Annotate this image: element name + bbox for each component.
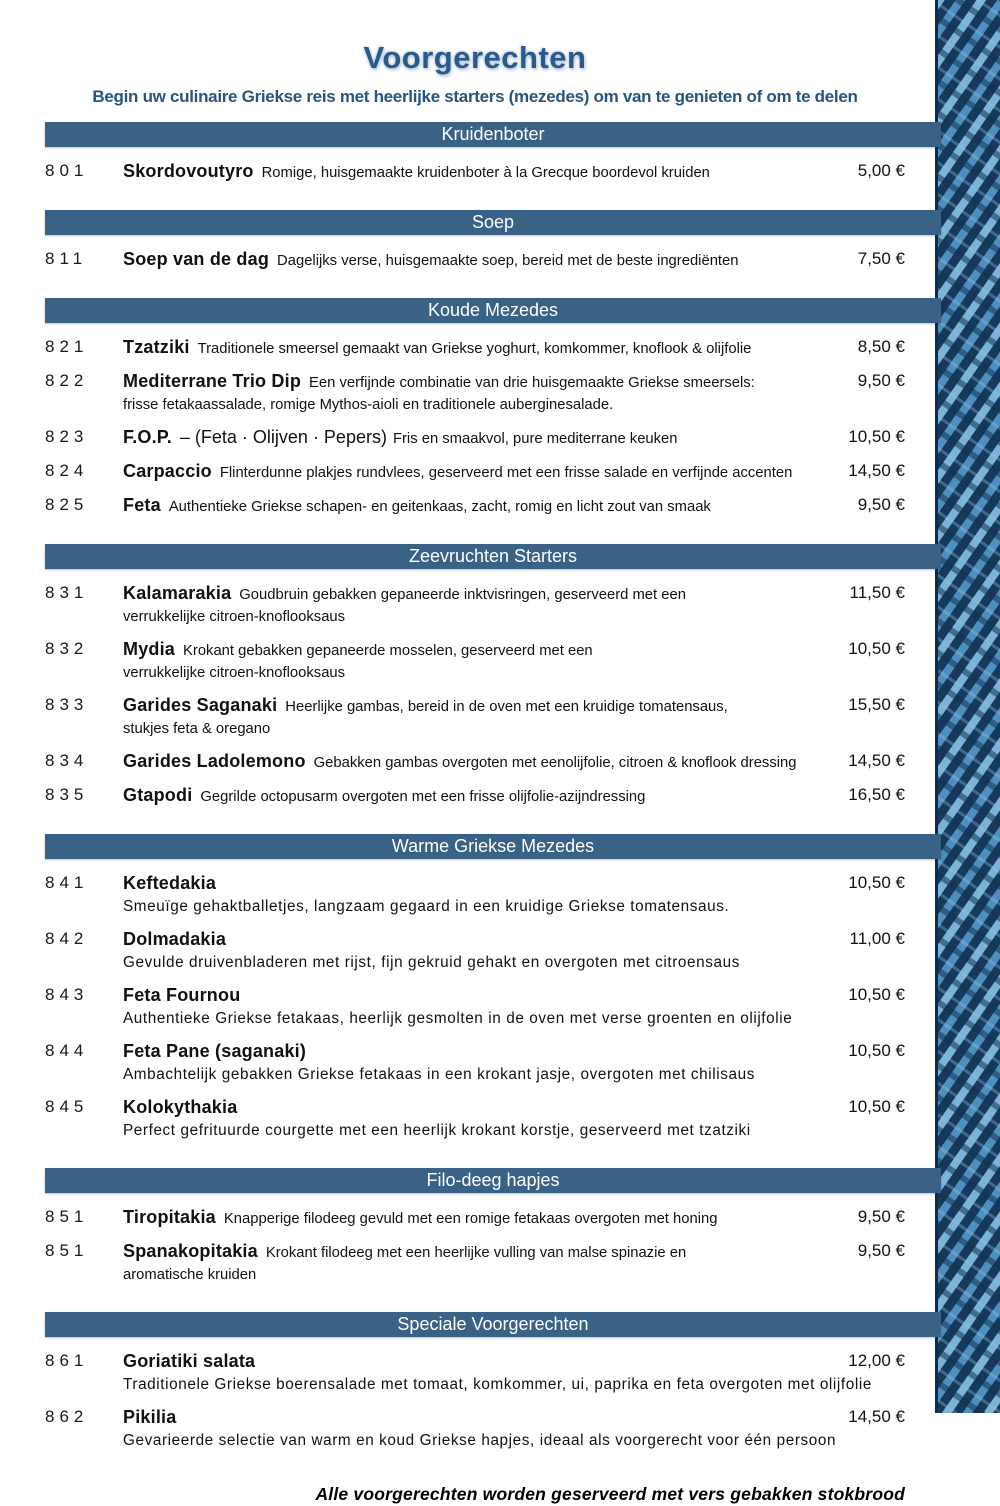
item-number: 843 [45,985,89,1004]
item-price: 10,50 € [848,873,905,892]
item-description: Goudbruin gebakken gepaneerde inktvisringen, geserveerd met een [239,587,686,603]
greek-pattern-icon [935,0,1000,1413]
item-price: 10,50 € [848,639,905,658]
item-number: 833 [45,695,89,714]
item-price: 9,50 € [857,1241,905,1260]
item-name: Tzatziki [123,337,190,357]
item-description: Flinterdunne plakjes rundvlees, geserveerd met een frisse salade en verfijnde accenten [219,465,793,481]
item-number: 821 [45,337,89,356]
section-items [45,323,905,530]
item-price: 10,50 € [848,427,905,446]
menu-item-834 [45,750,905,774]
item-name: Dolmadakia [123,929,227,949]
item-price: 14,50 € [848,1407,905,1426]
item-price: 11,00 € [849,929,905,948]
item-description: Gevulde druivenbladeren met rijst, fijn gekruid gehakt en overgoten met citroensaus [123,954,740,971]
item-number: 832 [45,639,89,658]
item-name: Feta [123,495,161,515]
menu-item-811 [45,248,905,272]
item-description-line2: aromatische kruiden [123,1267,257,1283]
item-description: Gebakken gambas overgoten met eenolijfolie, citroen & knoflook dressing [313,755,797,771]
section-items [45,1193,905,1298]
item-description: Krokant filodeeg met een heerlijke vulling van malse spinazie en [265,1245,687,1261]
item-number: 844 [45,1041,89,1060]
menu-content [45,40,905,1506]
item-number: 862 [45,1407,89,1426]
item-description: Traditionele smeersel gemaakt van Griekse yoghurt, komkommer, knoflook & olijfolie [197,341,752,357]
item-name: Garides Saganaki [123,695,278,715]
item-name: Gtapodi [123,785,193,805]
menu-item-825 [45,494,905,518]
item-description: Ambachtelijk gebakken Griekse fetakaas in een krokant jasje, overgoten met chilisaus [123,1066,755,1083]
item-name: Feta Fournou [123,985,241,1005]
item-name: Feta Pane (saganaki) [123,1041,307,1061]
item-description-line2: stukjes feta & oregano [123,721,271,737]
section-items [45,235,905,284]
item-price: 5,00 € [857,161,905,180]
item-number: 851 [45,1207,89,1226]
item-number: 842 [45,929,89,948]
menu-item-833 [45,694,905,740]
item-name: Kolokythakia [123,1097,238,1117]
item-price: 14,50 € [848,461,905,480]
menu-item-851-tiropitakia [45,1206,905,1230]
item-description-line2: verrukkelijke citroen-knoflooksaus [123,665,346,681]
item-description: Romige, huisgemaakte kruidenboter à la Grecque boordevol kruiden [261,165,710,181]
item-price: 12,00 € [848,1351,905,1370]
menu-item-841 [45,872,905,918]
item-name: Spanakopitakia [123,1241,258,1261]
menu-item-824 [45,460,905,484]
section-header-filo-deeg-hapjes: Filo-deeg hapjes [45,1168,941,1193]
item-name: Tiropitakia [123,1207,216,1227]
item-name: Garides Ladolemono [123,751,306,771]
item-description: Heerlijke gambas, bereid in de oven met een kruidige tomatensaus, [285,699,728,715]
item-description: Krokant gebakken gepaneerde mosselen, geserveerd met een [183,643,593,659]
item-price: 15,50 € [848,695,905,714]
item-description: Traditionele Griekse boerensalade met tomaat, komkommer, ui, paprika en feta overgoten met olijfolie [123,1376,872,1393]
item-description: Knapperige filodeeg gevuld met een romige fetakaas overgoten met honing [223,1211,718,1227]
item-number: 851 [45,1241,89,1260]
section-items [45,569,905,820]
item-price: 7,50 € [857,249,905,268]
item-number: 825 [45,495,89,514]
section-header-soep: Soep [45,210,941,235]
item-number: 823 [45,427,89,446]
item-description: Authentieke Griekse schapen- en geitenkaas, zacht, romig en licht zout van smaak [168,499,711,515]
menu-item-832 [45,638,905,684]
item-number: 831 [45,583,89,602]
item-number: 801 [45,161,89,180]
item-name: Mediterrane Trio Dip [123,371,302,391]
item-price: 9,50 € [857,1207,905,1226]
item-price: 10,50 € [848,1097,905,1116]
item-number: 834 [45,751,89,770]
menu-item-844 [45,1040,905,1086]
item-description: Gevarieerde selectie van warm en koud Griekse hapjes, ideaal als voorgerecht voor één persoon [123,1432,837,1449]
item-description: Smeuïge gehaktballetjes, langzaam gegaard in een kruidige Griekse tomatensaus. [123,898,730,915]
item-description-line2: frisse fetakaassalade, romige Mythos-aioli en traditionele auberginesalade. [123,397,614,413]
menu-item-843 [45,984,905,1030]
item-description: Dagelijks verse, huisgemaakte soep, bereid met de beste ingrediënten [277,253,739,269]
menu-item-823 [45,426,905,450]
item-number: 835 [45,785,89,804]
item-price: 10,50 € [848,1041,905,1060]
section-items [45,859,905,1154]
section-items [45,147,905,196]
section-header-zeevruchten-starters: Zeevruchten Starters [45,544,941,569]
menu-item-851-spanakopitakia [45,1240,905,1286]
item-name: Carpaccio [123,461,212,481]
item-description: Gegrilde octopusarm overgoten met een frisse olijfolie-azijndressing [200,789,646,805]
item-price: 16,50 € [848,785,905,804]
section-header-koude-mezedes: Koude Mezedes [45,298,941,323]
menu-item-861 [45,1350,905,1396]
item-description-line2: verrukkelijke citroen-knoflooksaus [123,609,346,625]
section-header-warme-griekse-mezedes: Warme Griekse Mezedes [45,834,941,859]
section-header-kruidenboter: Kruidenboter [45,122,941,147]
item-name: Soep van de dag [123,249,270,269]
item-number: 811 [45,249,88,268]
item-description: Authentieke Griekse fetakaas, heerlijk gesmolten in de oven met verse groenten en olijfolie [123,1010,793,1027]
item-description: Perfect gefrituurde courgette met een heerlijk krokant korstje, geserveerd met tzatziki [123,1122,751,1139]
greek-pattern-border [935,0,1000,1413]
item-description: Een verfijnde combinatie van drie huisgemaakte Griekse smeersels: [309,375,755,391]
item-price: 11,50 € [849,583,905,602]
footer-note: Alle voorgerechten worden geserveerd met vers gebakken stokbrood [315,1484,905,1504]
section-header-speciale-voorgerechten: Speciale Voorgerechten [45,1312,941,1337]
menu-item-831 [45,582,905,628]
item-name: F.O.P. [123,427,172,447]
item-price: 9,50 € [857,495,905,514]
item-name: Mydia [123,639,176,659]
item-number: 841 [45,873,89,892]
menu-item-845 [45,1096,905,1142]
item-name: Kalamarakia [123,583,232,603]
item-number: 824 [45,461,89,480]
page-subtitle: Begin uw culinaire Griekse reis met heerlijke starters (mezedes) om van te genieten of om te delen [92,87,858,106]
item-price: 9,50 € [857,371,905,390]
item-name: Pikilia [123,1407,177,1427]
item-name: Skordovoutyro [123,161,254,181]
menu-item-821 [45,336,905,360]
item-number: 822 [45,371,89,390]
section-items [45,1337,905,1464]
menu-item-862 [45,1406,905,1452]
item-name-suffix: – (Feta · Olijven · Pepers) [179,427,387,447]
menu-item-822 [45,370,905,416]
item-number: 861 [45,1351,89,1370]
page-title: Voorgerechten [363,40,587,75]
item-price: 10,50 € [848,985,905,1004]
item-description: Fris en smaakvol, pure mediterrane keuken [392,431,678,447]
item-price: 14,50 € [848,751,905,770]
menu-item-835 [45,784,905,808]
item-price: 8,50 € [857,337,905,356]
menu-item-801 [45,160,905,184]
menu-item-842 [45,928,905,974]
item-name: Keftedakia [123,873,217,893]
item-name: Goriatiki salata [123,1351,256,1371]
item-number: 845 [45,1097,89,1116]
